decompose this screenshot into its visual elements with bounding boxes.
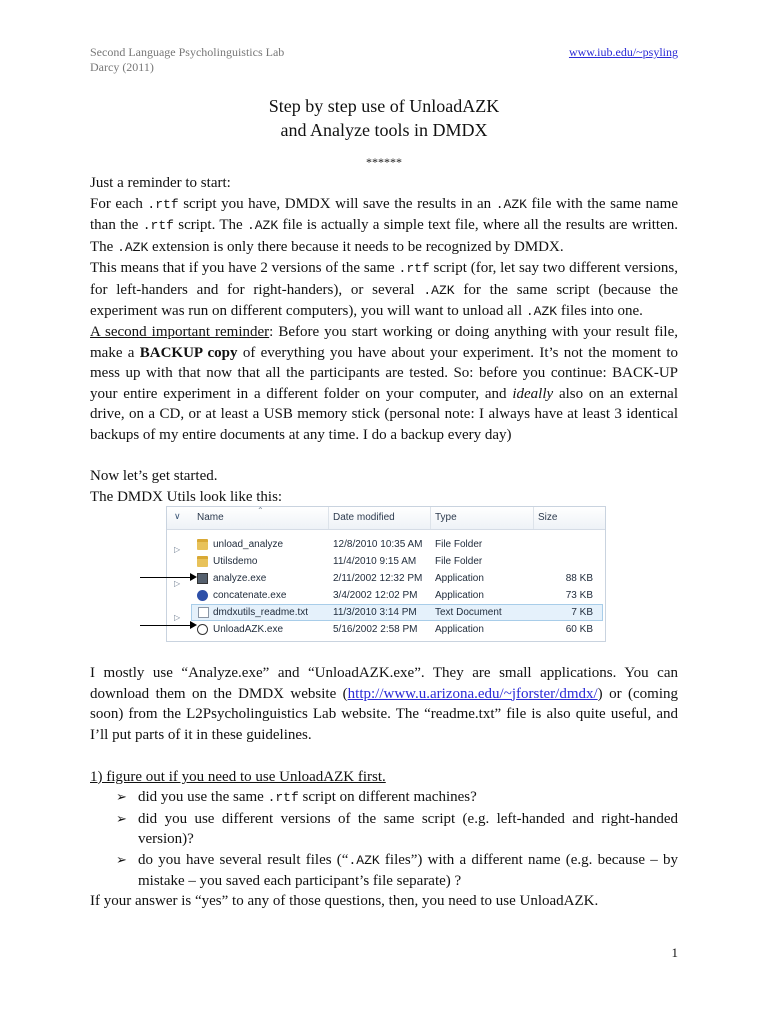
title-line-1: Step by step use of UnloadAZK: [268, 96, 500, 116]
intro-paragraph: [90, 173, 678, 323]
chevron-down-icon[interactable]: ∨: [174, 511, 181, 521]
intro-sentence-1: For each .rtf script you have, DMDX will save the results in an .AZK file with the same name than the .rtf script. The .AZK file is actually a simple text file, where all the results are written. The .AZK extension is only there because it needs to be recognized by DMDX.: [90, 195, 678, 255]
header-link[interactable]: www.iub.edu/~psyling: [568, 45, 678, 59]
column-date-modified[interactable]: Date modified: [333, 512, 395, 523]
file-type: Text Document: [435, 607, 502, 618]
arrow-pointer-icon: [140, 625, 195, 626]
expand-arrow-icon[interactable]: ▷: [174, 545, 181, 554]
lab-name: Second Language Psycholinguistics Lab: [90, 45, 285, 59]
backup-reminder-paragraph: A second important reminder: Before you start working or doing anything with your result file, make a BACKUP copy of everything you have about your experiment. It’s not the moment to mess up with that now that all the participants are tested. So: before you continue: BACK-UP your entire experiment in a different folder on your computer, and ideally also on an external drive, on a CD, or at least a USB memory stick (personal note: I always have at least 3 identical backups of my entire documents at any time. I do a backup every day): [90, 324, 678, 443]
file-date: 11/3/2010 3:14 PM: [333, 607, 417, 618]
sort-ascending-icon: ⌃: [257, 506, 264, 515]
column-type[interactable]: Type: [435, 512, 457, 523]
start-line-2: The DMDX Utils look like this:: [90, 488, 283, 505]
calculator-app-icon: [197, 573, 208, 584]
arrow-bullet-icon: ➢: [116, 851, 127, 867]
expand-arrow-icon[interactable]: ▷: [174, 579, 181, 588]
conclusion: If your answer is “yes” to any of those questions, then, you need to use UnloadAZK.: [90, 893, 599, 909]
file-type: Application: [435, 573, 484, 584]
list-item: ➢ did you use different versions of the same script (e.g. left-handed and right-handed version)?: [116, 810, 678, 847]
file-name: analyze.exe: [213, 573, 267, 584]
file-explorer-screenshot: [166, 506, 606, 642]
list-item: ➢ did you use the same .rtf script on different machines?: [116, 787, 678, 809]
globe-app-icon: [197, 590, 208, 601]
file-name: Utilsdemo: [213, 556, 258, 567]
file-name: concatenate.exe: [213, 590, 287, 601]
arrow-bullet-icon: ➢: [116, 789, 127, 804]
file-date: 5/16/2002 2:58 PM: [333, 624, 418, 635]
intro-lead: Just a reminder to start:: [90, 175, 231, 191]
column-name[interactable]: Name: [197, 512, 224, 523]
author-year: Darcy (2011): [90, 60, 154, 74]
file-row[interactable]: [191, 588, 603, 604]
file-name: unload_analyze: [213, 539, 284, 550]
file-size: 88 KB: [565, 573, 593, 584]
file-type: File Folder: [435, 556, 483, 567]
column-size[interactable]: Size: [538, 512, 558, 523]
file-type: File Folder: [435, 539, 483, 550]
file-date: 11/4/2010 9:15 AM: [333, 556, 417, 567]
file-name: UnloadAZK.exe: [213, 624, 284, 635]
file-row[interactable]: [191, 554, 603, 570]
file-date: 3/4/2002 12:02 PM: [333, 590, 418, 601]
app-icon: [197, 624, 208, 635]
file-size: 7 KB: [571, 607, 593, 618]
dmdx-website-link[interactable]: http://www.u.arizona.edu/~jforster/dmdx/: [347, 685, 598, 702]
folder-icon: [197, 539, 208, 550]
folder-icon: [197, 556, 208, 567]
running-header: [90, 45, 284, 75]
file-row-selected[interactable]: [191, 604, 603, 621]
file-size: 73 KB: [565, 590, 593, 601]
file-date: 12/8/2010 10:35 AM: [333, 539, 423, 550]
start-paragraph: [90, 466, 678, 507]
expand-arrow-icon[interactable]: ▷: [174, 613, 181, 622]
arrow-bullet-icon: ➢: [116, 810, 127, 826]
question-list: [116, 787, 678, 892]
page-number: 1: [671, 945, 678, 960]
file-type: Application: [435, 624, 484, 635]
file-row[interactable]: [191, 537, 603, 553]
file-type: Application: [435, 590, 484, 601]
list-item: ➢ do you have several result files (“.AZK files”) with a different name (e.g. because – by mistake – you saved each participant’s file separate) ?: [116, 851, 679, 889]
intro-sentence-2: This means that if you have 2 versions of the same .rtf script (for, let say two different versions, for left-handers and for right-handers), or several .AZK for the same script (because the experiment was run on different computers), you will want to unload all .AZK files into one.: [90, 260, 678, 319]
file-name: dmdxutils_readme.txt: [213, 607, 309, 618]
file-size: 60 KB: [565, 624, 593, 635]
file-row[interactable]: [191, 622, 603, 638]
column-header-bar: [167, 507, 605, 530]
start-line-1: Now let’s get started.: [90, 468, 218, 484]
separator: ******: [366, 155, 402, 169]
file-row[interactable]: [191, 571, 603, 587]
text-file-icon: [198, 607, 209, 618]
backup-emphasis: BACKUP copy: [139, 344, 238, 361]
tools-paragraph: I mostly use “Analyze.exe” and “UnloadAZK.exe”. They are small applications. You can download them on the DMDX website (http://www.u.arizona.edu/~jforster/dmdx/) or (coming soon) from the L2Psycholinguistics Lab website. The “readme.txt” file is also quite useful, and I’ll put parts of it in these guidelines.: [90, 665, 678, 743]
arrow-pointer-icon: [140, 577, 195, 578]
section-1-heading: 1) figure out if you need to use UnloadAZK first.: [90, 769, 386, 785]
title-line-2: and Analyze tools in DMDX: [280, 120, 488, 140]
file-date: 2/11/2002 12:32 PM: [333, 573, 423, 584]
reminder-label: A second important reminder: [90, 324, 270, 340]
